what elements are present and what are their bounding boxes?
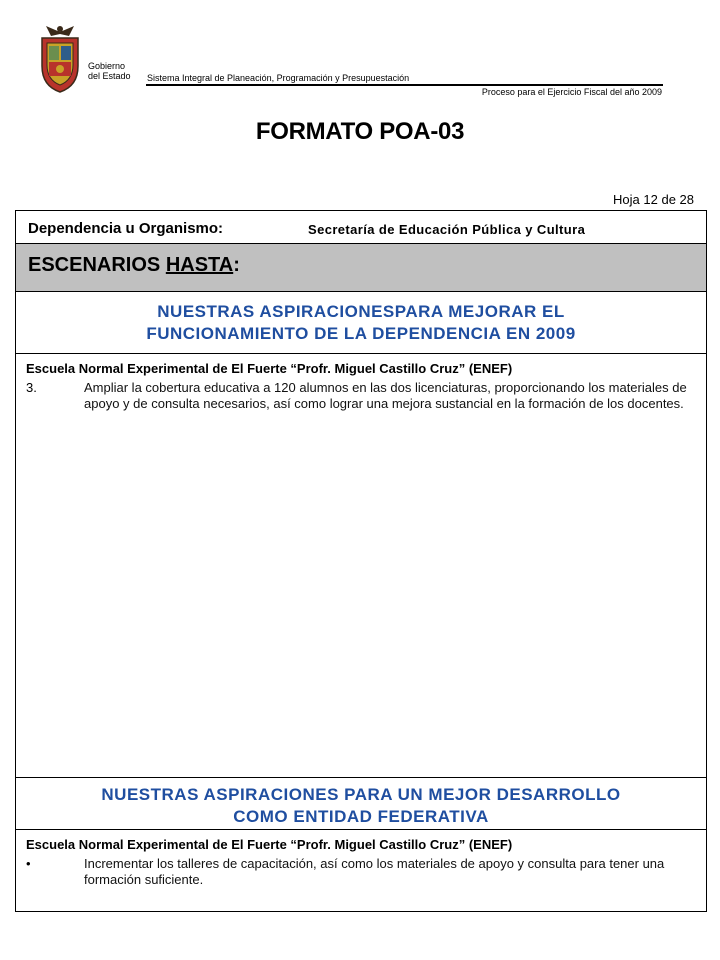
section1-heading-row bbox=[16, 292, 706, 354]
poa-form bbox=[15, 210, 707, 912]
section1-body bbox=[16, 354, 706, 778]
page-title: FORMATO POA-03 bbox=[255, 118, 465, 145]
section1-school: Escuela Normal Experimental de El Fuerte “Profr. Miguel Castillo Cruz” (ENEF) bbox=[26, 361, 513, 376]
section2-school: Escuela Normal Experimental de El Fuerte “Profr. Miguel Castillo Cruz” (ENEF) bbox=[26, 837, 513, 852]
section2-body bbox=[16, 830, 706, 912]
section1-item-text: Ampliar la cobertura educativa a 120 alumnos en las dos licenciaturas, proporcionando los materiales de apoyo y de consulta necesarios, así como lograr una mejora sustancial en la formación de los docentes. bbox=[84, 380, 687, 411]
scenarios-prefix: ESCENARIOS bbox=[28, 254, 166, 276]
section2-heading-row bbox=[16, 778, 706, 830]
section1-item-number: 3. bbox=[26, 380, 37, 395]
section2-heading bbox=[16, 784, 706, 828]
section1-list-item bbox=[26, 380, 698, 412]
scenarios-underlined: HASTA bbox=[165, 254, 234, 276]
government-line2: del Estado bbox=[88, 71, 131, 81]
section1-heading-line1: NUESTRAS ASPIRACIONESPARA MEJORAR EL bbox=[157, 302, 565, 321]
scenarios-row bbox=[16, 244, 706, 292]
system-name: Sistema Integral de Planeación, Programación y Presupuestación bbox=[147, 73, 410, 83]
section2-item-text: Incrementar los talleres de capacitación, así como los materiales de apoyo y consulta para tener una formación suficiente. bbox=[84, 856, 665, 887]
section1-heading bbox=[16, 301, 706, 345]
state-crest-logo bbox=[36, 18, 84, 96]
scenarios-heading bbox=[28, 254, 240, 277]
section2-bullet: • bbox=[26, 856, 31, 871]
dependency-row bbox=[16, 211, 706, 244]
scenarios-suffix: : bbox=[233, 254, 240, 276]
page-indicator: Hoja 12 de 28 bbox=[613, 192, 694, 207]
government-line1: Gobierno bbox=[88, 61, 126, 71]
section2-heading-line2: COMO ENTIDAD FEDERATIVA bbox=[233, 807, 489, 826]
process-year: Proceso para el Ejercicio Fiscal del año 2009 bbox=[481, 87, 662, 97]
header-rule bbox=[146, 84, 663, 86]
section1-heading-line2: FUNCIONAMIENTO DE LA DEPENDENCIA EN 2009 bbox=[146, 324, 576, 343]
dependency-value: Secretaría de Educación Pública y Cultura bbox=[308, 222, 586, 237]
government-label bbox=[88, 61, 131, 81]
section2-list-item bbox=[26, 856, 698, 888]
section2-heading-line1: NUESTRAS ASPIRACIONES PARA UN MEJOR DESARROLLO bbox=[101, 785, 621, 804]
dependency-label: Dependencia u Organismo: bbox=[28, 220, 224, 237]
